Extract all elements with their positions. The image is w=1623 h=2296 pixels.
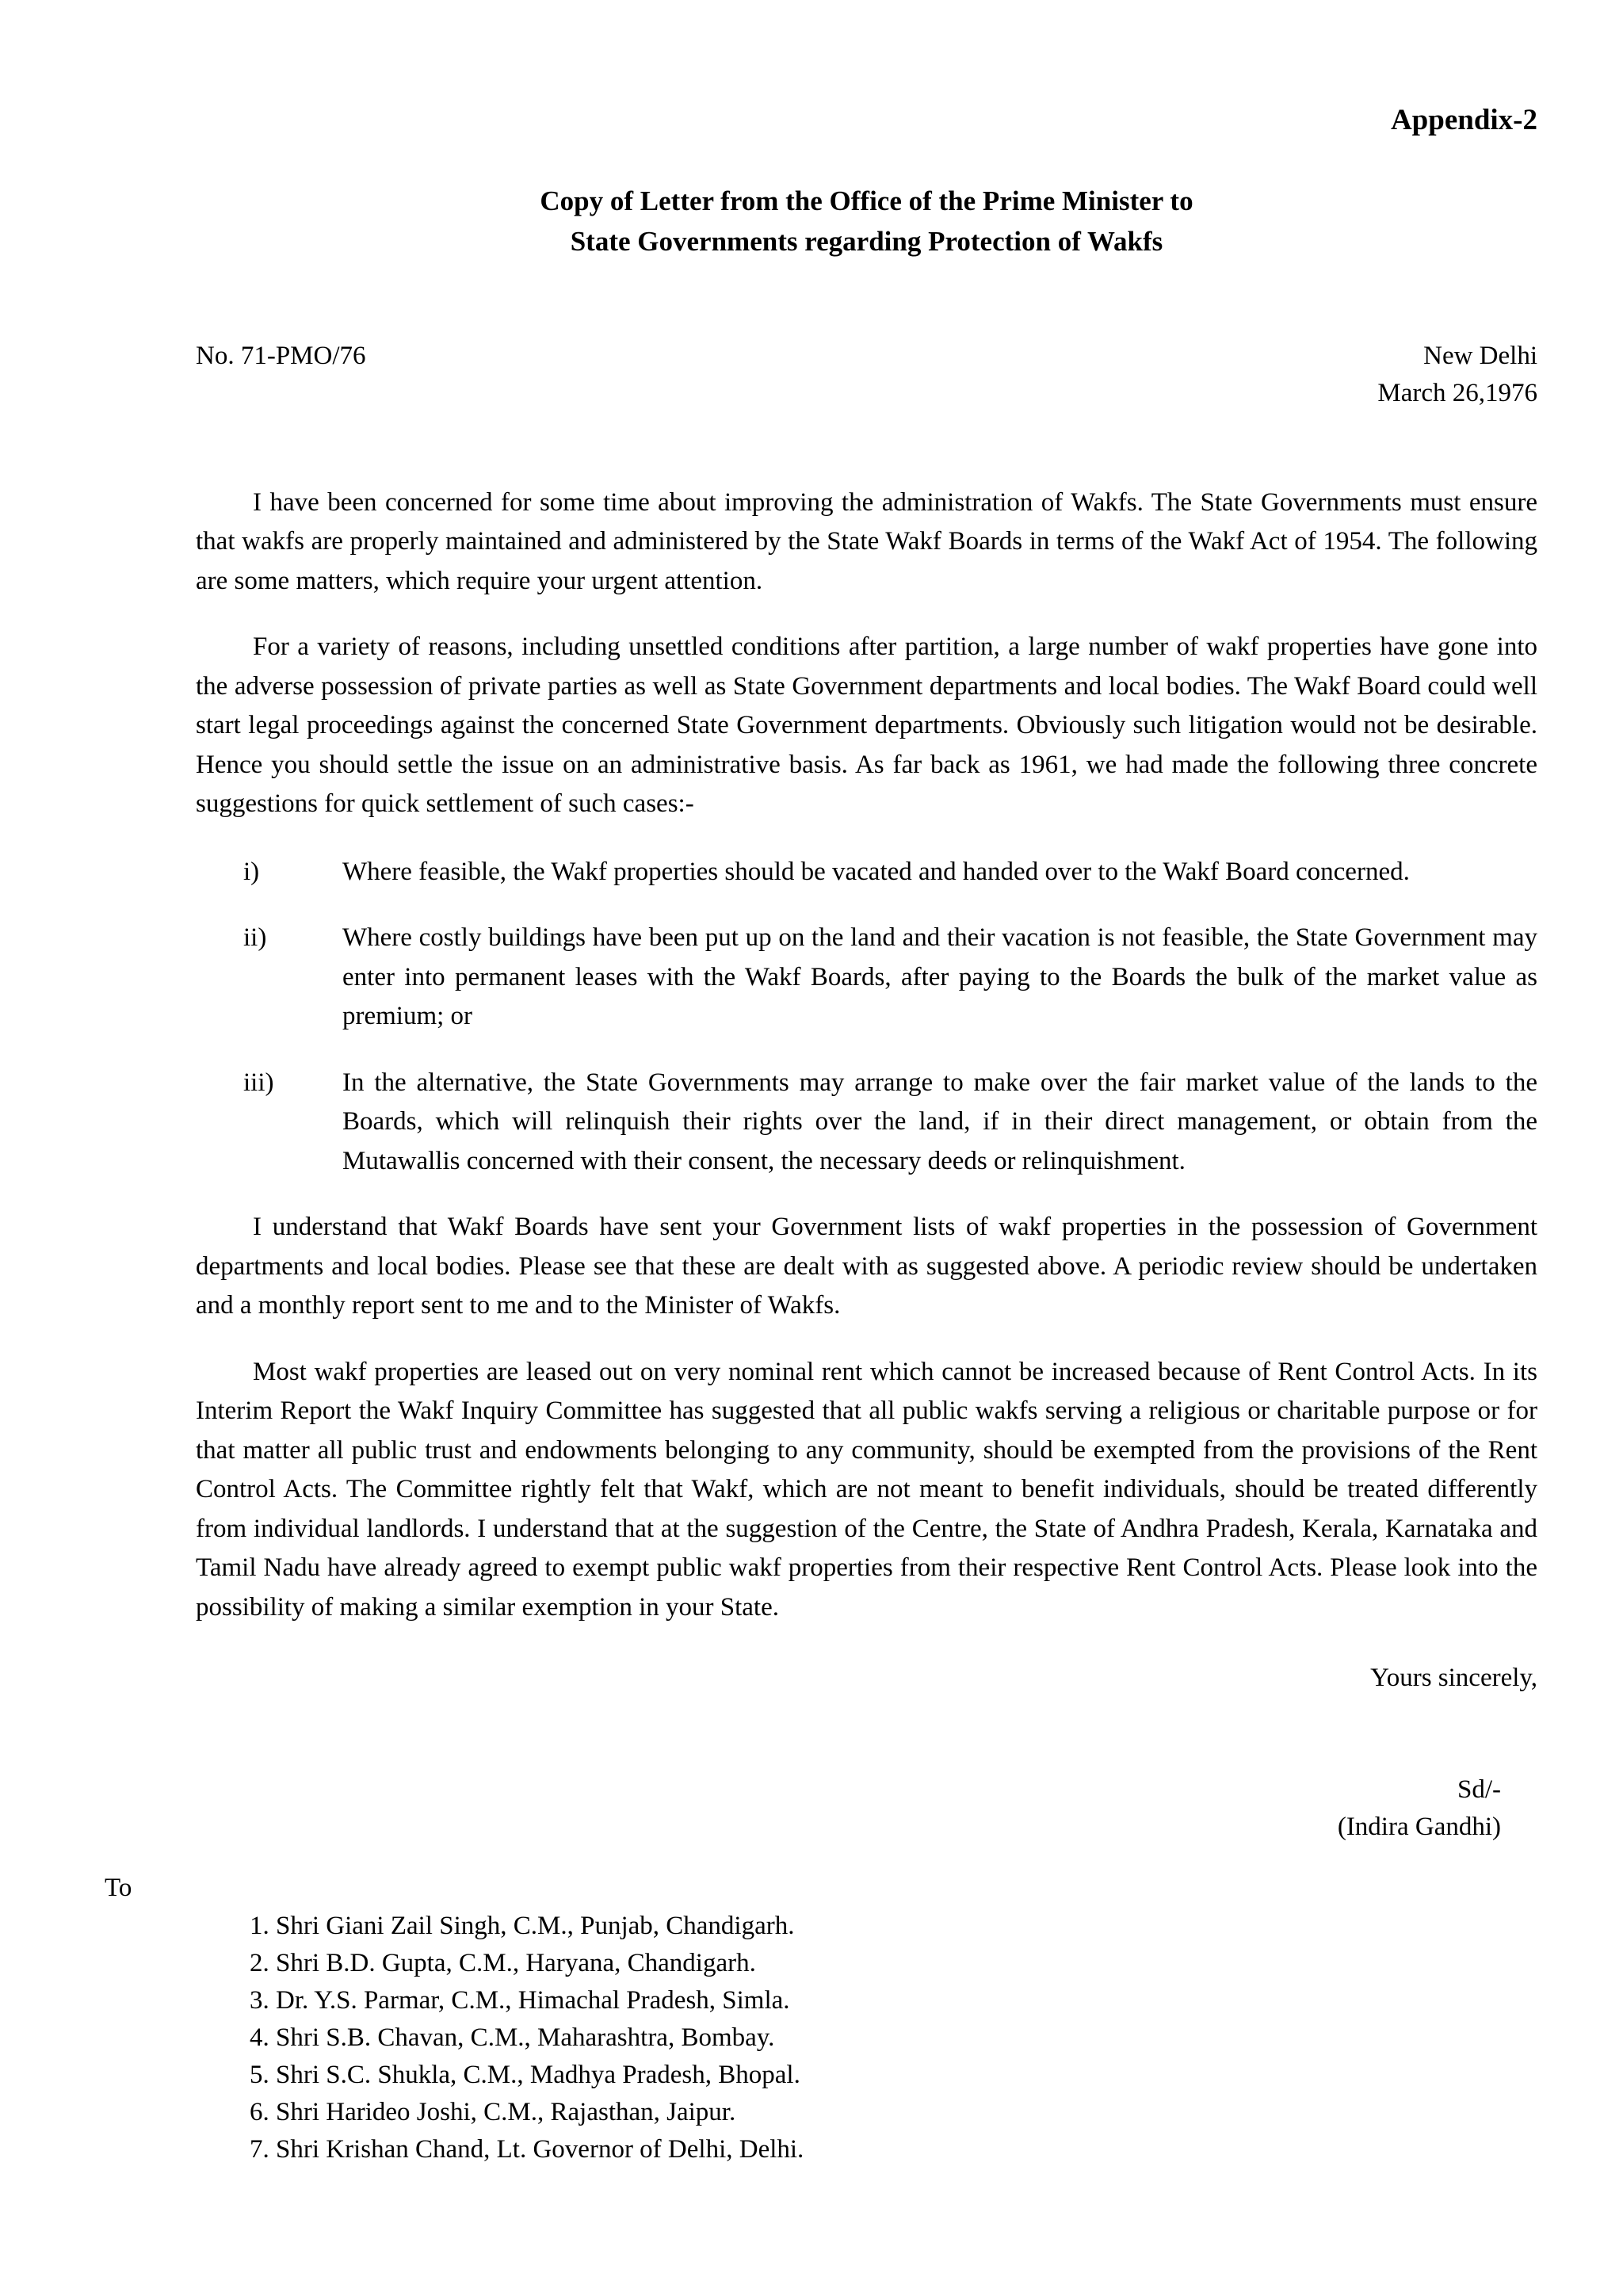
list-item: 7. Shri Krishan Chand, Lt. Governor of Delhi, Delhi.: [250, 2134, 804, 2164]
list-item-text: Where costly buildings have been put up on the land and their vacation is not feasible, the State Government may enter into permanent leases with the Wakf Boards, after paying to the Boards the bulk of the market value as premium; or: [342, 923, 1537, 1031]
list-item: 6. Shri Harideo Joshi, C.M., Rajasthan, Jaipur.: [250, 2097, 736, 2126]
valediction: Yours sincerely,: [1370, 1664, 1537, 1693]
reference-number: No. 71-PMO/76: [196, 341, 366, 370]
place-date-block: [1377, 338, 1537, 412]
list-item: 3. Dr. Y.S. Parmar, C.M., Himachal Pradesh, Simla.: [250, 1986, 790, 2015]
recipients-block: [105, 1870, 1537, 2168]
place: New Delhi: [1423, 341, 1537, 370]
list-marker: i): [243, 857, 260, 886]
list-item-text: Where feasible, the Wakf properties should be vacated and handed over to the Wakf Board concerned.: [342, 857, 1410, 886]
letter-body: [196, 483, 1537, 1628]
appendix-label: Appendix-2: [1390, 104, 1537, 136]
paragraph-3: I understand that Wakf Boards have sent your Government lists of wakf properties in the possession of Government departments and local bodies. Please see that these are dealt with as suggested above. A periodic review should be undertaken and a monthly report sent to me and to the Minister of Wakfs.: [196, 1213, 1537, 1320]
list-item: 2. Shri B.D. Gupta, C.M., Haryana, Chandigarh.: [250, 1949, 756, 1978]
letter-header: [196, 338, 1537, 414]
list-item-text: In the alternative, the State Governments may arrange to make over the fair market value of the lands to the Boards, which will relinquish their rights over the land, if in their direct management, or obtain from the Mutawallis concerned with their consent, the necessary deeds or relinquishment.: [342, 1068, 1537, 1175]
list-item: [196, 919, 1537, 1037]
list-marker: iii): [243, 1068, 274, 1097]
list-item: 4. Shri S.B. Chavan, C.M., Maharashtra, Bombay.: [250, 2023, 775, 2053]
paragraph-1: I have been concerned for some time about improving the administration of Wakfs. The State Governments must ensure that wakfs are properly maintained and administered by the State Wakf Boards in terms of the Wakf Act of 1954. The following are some matters, which require your urgent attention.: [196, 487, 1537, 595]
signatory-name: (Indira Gandhi): [1337, 1812, 1501, 1841]
list-item: [196, 853, 1537, 892]
paragraph-4: Most wakf properties are leased out on very nominal rent which cannot be increased because of Rent Control Acts. In its Interim Report the Wakf Inquiry Committee has suggested that all public wakfs serving a religious or charitable purpose or for that matter all public trust and endowments belonging to any community, should be exempted from the provisions of the Rent Control Acts. The Committee rightly felt that Wakf, which are not meant to benefit individuals, should be treated differently from individual landlords. I understand that at the suggestion of the Centre, the State of Andhra Pradesh, Kerala, Karnataka and Tamil Nadu have already agreed to exempt public wakf properties from their respective Rent Control Acts. Please look into the possibility of making a similar exemption in your State.: [196, 1357, 1537, 1622]
paragraph-2: For a variety of reasons, including unsettled conditions after partition, a large number of wakf properties have gone into the adverse possession of private parties as well as State Government departments and local bodies. The Wakf Board could well start legal proceedings against the concerned State Government departments. Obviously such litigation would not be desirable. Hence you should settle the issue on an administrative basis. As far back as 1961, we had made the following three concrete suggestions for quick settlement of such cases:-: [196, 632, 1537, 819]
list-marker: ii): [243, 923, 267, 953]
title-line-1: Copy of Letter from the Office of the Prime Minister to: [540, 185, 1193, 217]
document-content: [105, 0, 1537, 2168]
title-line-2: State Governments regarding Protection of Wakfs: [570, 226, 1163, 258]
list-item: [196, 1064, 1537, 1182]
suggestions-list: [196, 853, 1537, 1182]
signature-block: [196, 1771, 1537, 1846]
document-title: [196, 181, 1537, 262]
to-label: To: [105, 1873, 132, 1902]
recipient-list: [196, 1908, 1537, 2168]
list-item: 5. Shri S.C. Shukla, C.M., Madhya Pradesh, Bhopal.: [250, 2060, 800, 2089]
signed-mark: Sd/-: [1457, 1775, 1501, 1804]
date: March 26,1976: [1377, 378, 1537, 407]
list-item: 1. Shri Giani Zail Singh, C.M., Punjab, Chandigarh.: [250, 1912, 795, 1941]
